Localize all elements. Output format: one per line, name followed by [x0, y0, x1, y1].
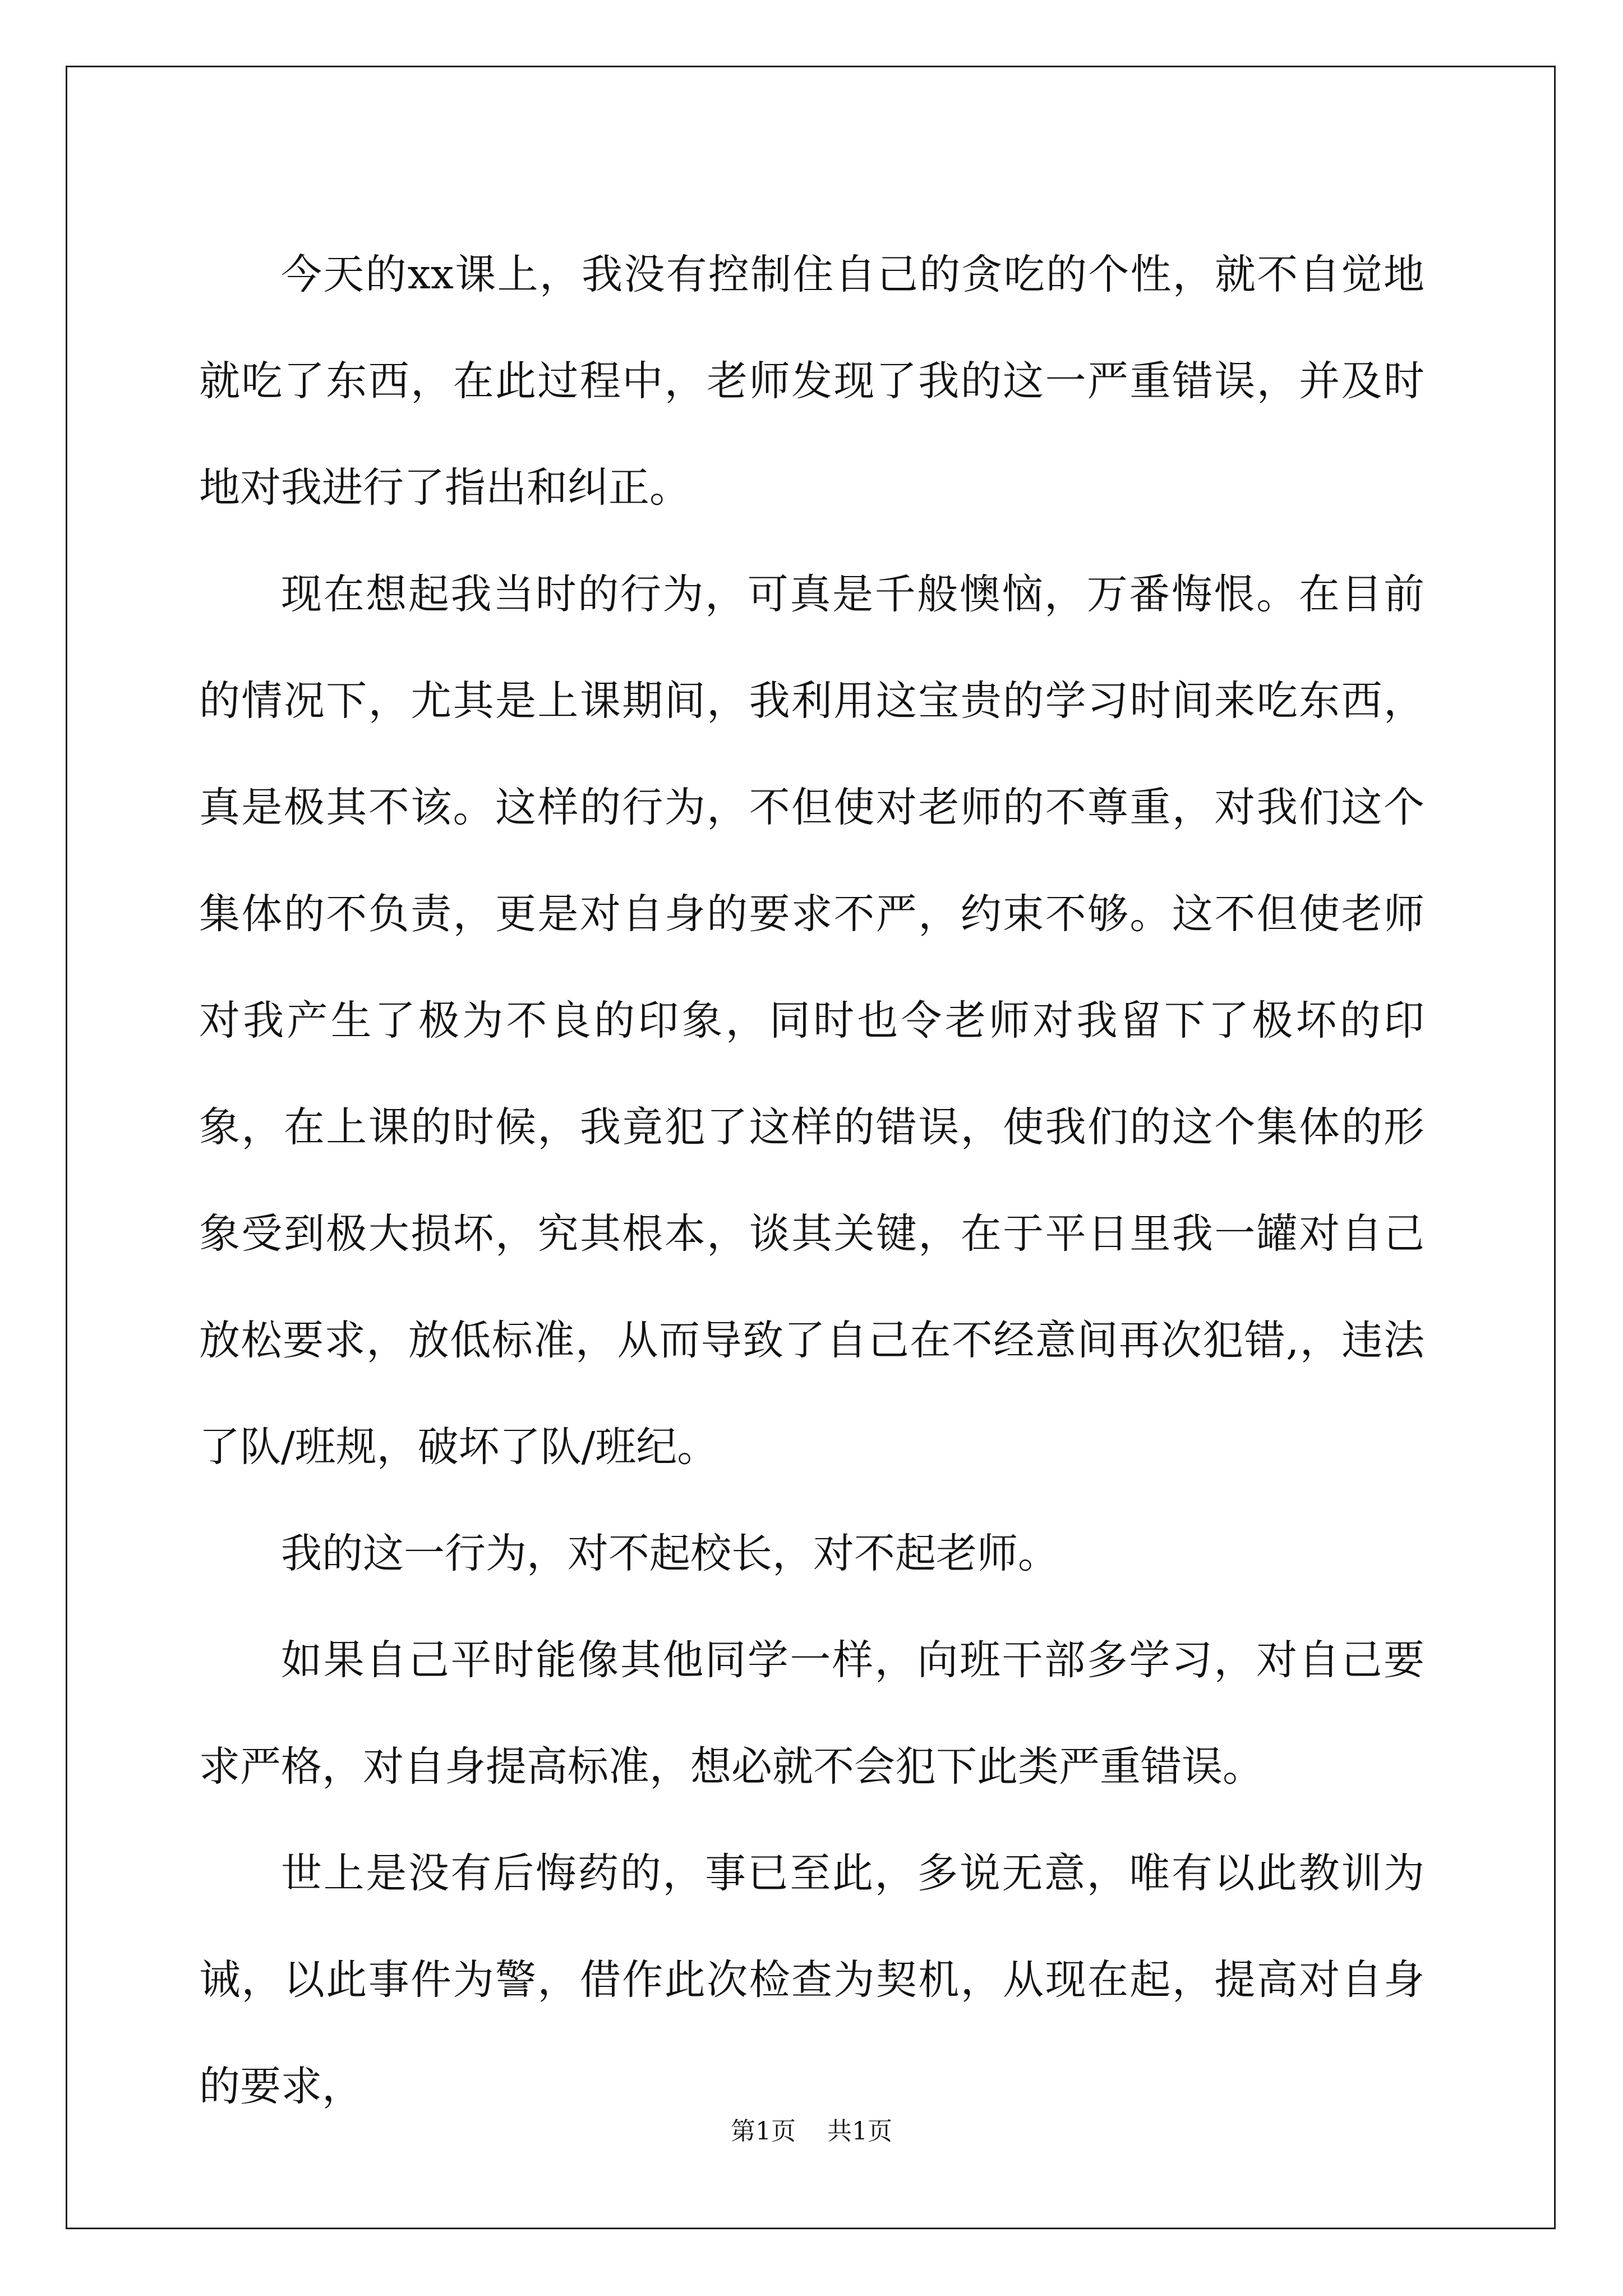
- paragraph-3: 我的这一行为，对不起校长，对不起老师。: [281, 1530, 1059, 1577]
- paragraph-1: 今天的xx课上，我没有控制住自己的贪吃的个性，就不自觉地就吃了东西，在此过程中，老师发现了我的这一严重错误，并及时地对我进行了指出和纠正。: [199, 251, 1424, 512]
- page-footer: [0, 2115, 1623, 2148]
- paragraph-4: 如果自己平时能像其他同学一样，向班干部多学习，对自己要求严格，对自身提高标准，想必就不会犯下此类严重错误。: [199, 1636, 1424, 1791]
- page-total: 共1页: [827, 2117, 892, 2146]
- page-number: 第1页: [731, 2117, 796, 2146]
- document-body: [199, 222, 1424, 2140]
- paragraph-5: 世上是没有后悔药的，事已至此，多说无意，唯有以此教训为诫，以此事件为警，借作此次检查为契机，从现在起，提高对自身的要求，: [199, 1849, 1424, 2110]
- paragraph-2: 现在想起我当时的行为，可真是千般懊恼，万番悔恨。在目前的情况下，尤其是上课期间，我利用这宝贵的学习时间来吃东西，真是极其不该。这样的行为，不但使对老师的不尊重，对我们这个集体的不负责，更是对自身的要求不严，约束不够。这不但使老师对我产生了极为不良的印象，同时也令老师对我留下了极坏的印象，在上课的时候，我竟犯了这样的错误，使我们的这个集体的形象受到极大损坏，究其根本，谈其关键，在于平日里我一罐对自己放松要求，放低标准，从而导致了自己在不经意间再次犯错,，违法了队/班规，破坏了队/班纪。: [199, 570, 1425, 1471]
